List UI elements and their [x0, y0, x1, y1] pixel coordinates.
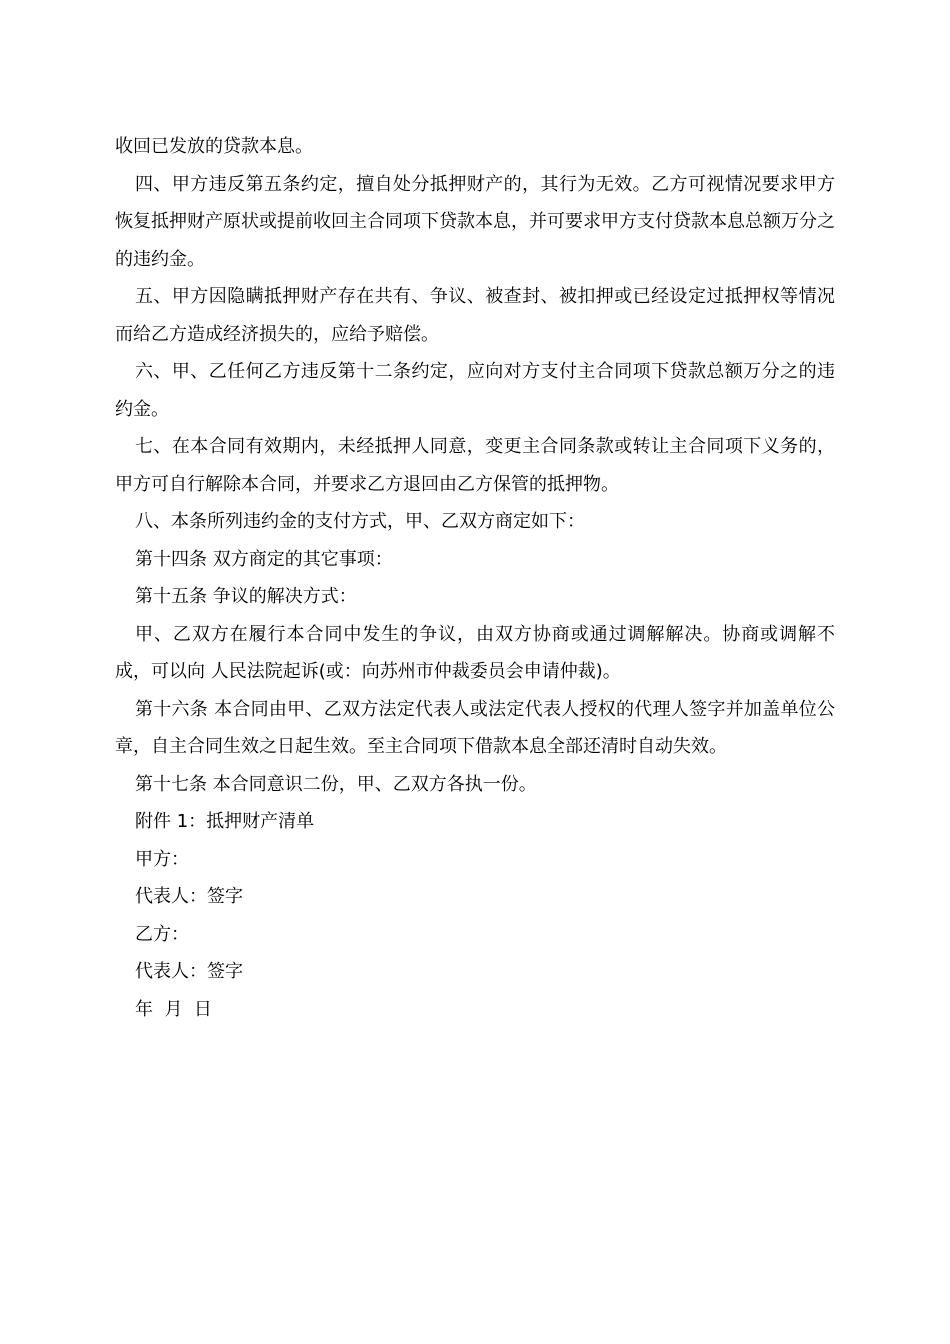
- party-a-label: 甲方：: [135, 848, 189, 870]
- party-b-representative: 代表人：签字: [135, 961, 243, 982]
- party-b-label: 乙方：: [135, 923, 189, 945]
- article-fifteen: 第十五条 争议的解决方式：: [135, 586, 357, 607]
- article-sixteen: 第十六条 本合同由甲、乙双方法定代表人或法定代表人授权的代理人签字并加盖单位公章，自主合同生效之日起生效。至主合同项下借款本息全部还清时自动失效。: [115, 698, 835, 757]
- dispute-resolution-text: 甲、乙双方在履行本合同中发生的争议，由双方协商或通过调解解决。协商或调解不成，可以向 人民法院起诉(或：向苏州市仲裁委员会申请仲裁)。: [115, 623, 835, 682]
- clause-four: 四、甲方违反第五条约定，擅自处分抵押财产的，其行为无效。乙方可视情况要求甲方恢复抵押财产原状或提前收回主合同项下贷款本息，并可要求甲方支付贷款本息总额万分之 的违约金。: [115, 173, 835, 270]
- party-a-representative: 代表人：签字: [135, 886, 243, 907]
- clause-seven: 七、在本合同有效期内，未经抵押人同意，变更主合同条款或转让主合同项下义务的，甲方可自行解除本合同，并要求乙方退回由乙方保管的抵押物。: [115, 436, 835, 495]
- article-fourteen: 第十四条 双方商定的其它事项：: [135, 548, 393, 570]
- paragraph-continuation: 收回已发放的贷款本息。: [115, 136, 313, 157]
- clause-eight: 八、本条所列违约金的支付方式，甲、乙双方商定如下：: [135, 511, 585, 532]
- attachment-line: 附件 1：抵押财产清单: [135, 811, 315, 832]
- article-seventeen: 第十七条 本合同意识二份，甲、乙双方各执一份。: [135, 773, 537, 795]
- clause-five: 五、甲方因隐瞒抵押财产存在共有、争议、被查封、被扣押或已经设定过抵押权等情况而给乙方造成经济损失的，应给予赔偿。: [115, 286, 835, 345]
- date-line: 年 月 日: [135, 998, 212, 1020]
- contract-body: [115, 128, 835, 1028]
- clause-six: 六、甲、乙任何乙方违反第十二条约定，应向对方支付主合同项下贷款总额万分之的违约金。: [115, 361, 835, 420]
